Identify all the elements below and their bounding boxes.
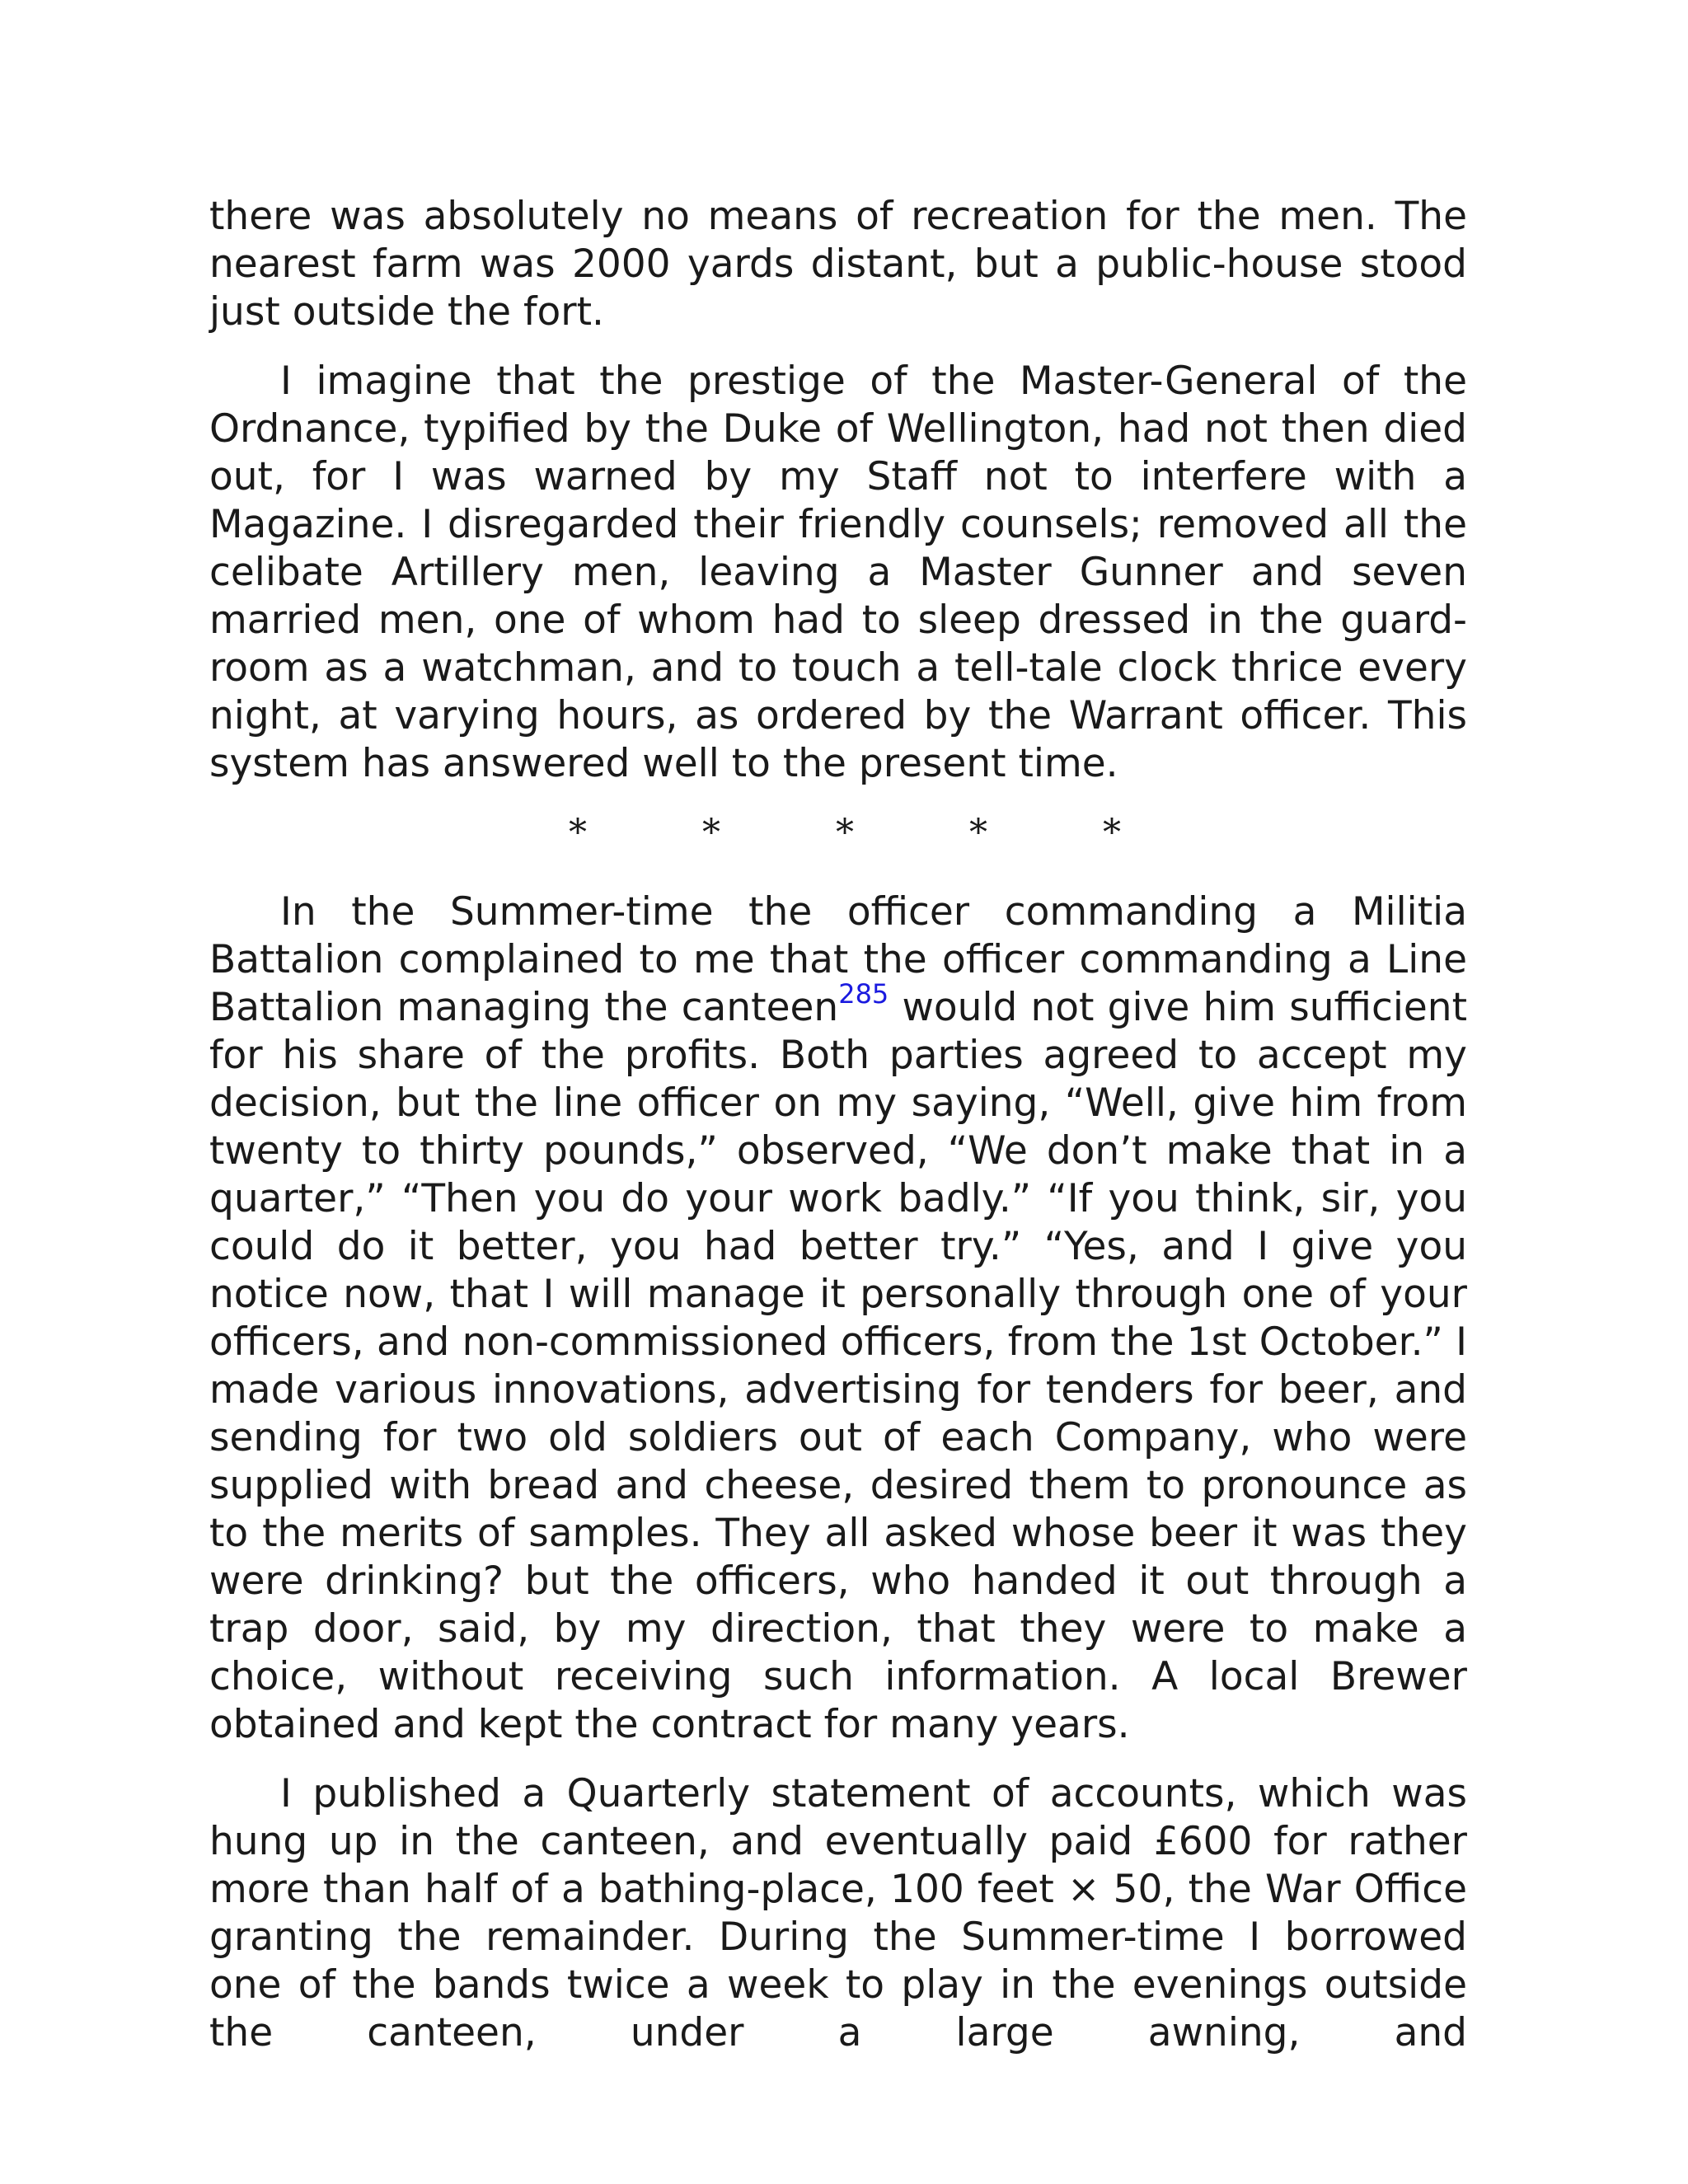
separator-star: *: [969, 812, 987, 854]
paragraph-3-text-after-note: would not give him sufficient for his share of the profits. Both parties agreed to accept my decision, but the line officer on my saying, “Well, give him from twenty to thirty pounds,” observed, “We don’t make that in a quarter,” “Then you do your work badly.” “If you think, sir, you could do it better, you had better try.” “Yes, and I give you notice now, that I will manage it personally through one of your officers, and non-commissioned officers, from the 1st October.” I made various innovations, advertising for tenders for beer, and sending for two old soldiers out of each Company, who were supplied with bread and cheese, desired them to pronounce as to the merits of samples. They all asked whose beer it was they were drinking? but the officers, who handed it out through a trap door, said, by my direction, that they were to make a choice, without receiving such information. A local Brewer obtained and kept the contract for many years.: [209, 985, 1468, 1747]
paragraph-4: [209, 1770, 1467, 2057]
paragraph-1-text: there was absolutely no means of recreation for the men. The nearest farm was 2000 yards distant, but a public-house stood just outside the fort.: [209, 194, 1467, 335]
separator-star: *: [836, 812, 854, 854]
footnote-link[interactable]: 285: [838, 978, 889, 1010]
paragraph-3-text-before-note: In the Summer-time the officer commanding a Militia Battalion complained to me that the officer commanding a Line Battalion managing the canteen: [209, 889, 1467, 1030]
page-body: [209, 193, 1467, 2079]
paragraph-3: [209, 888, 1467, 1749]
separator-star: *: [569, 812, 587, 854]
paragraph-1: [209, 193, 1467, 336]
paragraph-4-text: I published a Quarterly statement of accounts, which was hung up in the canteen, and eventually paid £600 for rather more than half of a bathing-place, 100 feet × 50, the War Office granting the remainder. During the Summer-time I borrowed one of the bands twice a week to play in the evenings outside the canteen, under a large awning, and: [209, 1771, 1467, 2055]
paragraph-2: [209, 358, 1467, 788]
separator-star: *: [1103, 812, 1121, 854]
paragraph-2-text: I imagine that the prestige of the Master-General of the Ordnance, typified by the Duke of Wellington, had not then died out, for I was warned by my Staff not to interfere with a Magazine. I disregarded their friendly counsels; removed all the celibate Artillery men, leaving a Master Gunner and seven married men, one of whom had to sleep dressed in the guard-room as a watchman, and to touch a tell-tale clock thrice every night, at varying hours, as ordered by the Warrant officer. This system has answered well to the present time.: [209, 359, 1467, 786]
section-separator: [209, 809, 1467, 857]
separator-star: *: [702, 812, 720, 854]
